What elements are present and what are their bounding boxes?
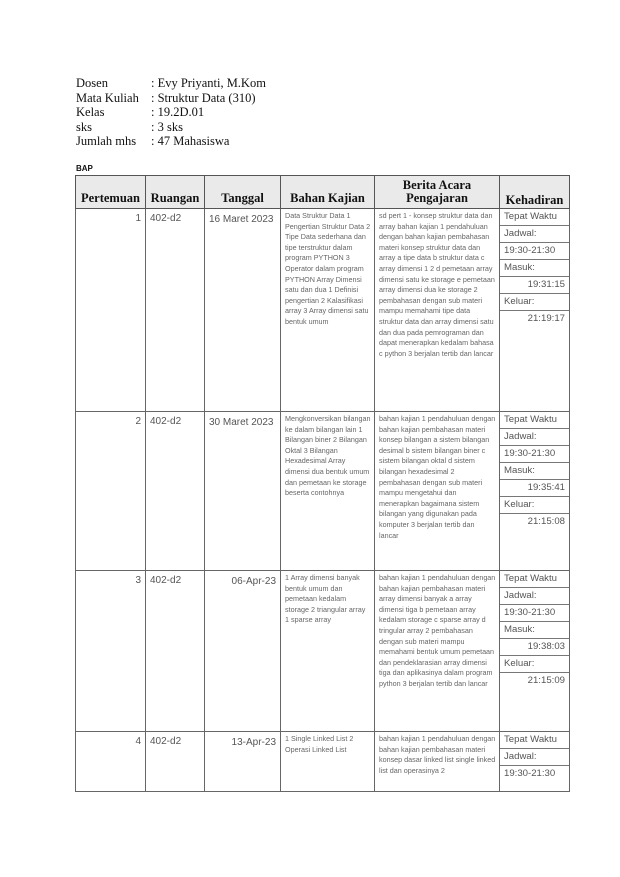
tanggal-cell: 06-Apr-23: [205, 571, 281, 732]
table-row: [76, 732, 570, 792]
ruangan-cell: 402-d2: [146, 571, 205, 732]
matkul-row: [76, 91, 266, 106]
bahan-cell: Mengkonversikan bilangan ke dalam bilangan lain 1 Bilangan biner 2 Bilangan Oktal 3 Bilangan Hexadesimal Array dimensi dua bentuk umum dan pemetaan ke storage beserta contohnya: [281, 412, 375, 571]
kehadiran-cell: [500, 732, 570, 792]
jadwal-label: Jadwal:: [500, 429, 569, 446]
keluar-label: Keluar:: [500, 656, 569, 673]
table-row: [76, 571, 570, 732]
sks-value: : 3 sks: [151, 119, 183, 134]
jumlah-value: : 47 Mahasiswa: [151, 134, 230, 148]
document-header: [76, 76, 266, 149]
keluar-value: 21:15:08: [527, 516, 565, 527]
table-row: [76, 209, 570, 412]
pertemuan-cell: 3: [76, 571, 146, 732]
kehadiran-cell: [500, 412, 570, 571]
status-text: Tepat Waktu: [500, 209, 569, 226]
section-label: BAP: [76, 164, 93, 173]
masuk-label: Masuk:: [500, 463, 569, 480]
masuk-label: Masuk:: [500, 622, 569, 639]
kehadiran-cell: [500, 571, 570, 732]
masuk-value: 19:38:03: [500, 639, 569, 656]
ruangan-cell: 402-d2: [146, 732, 205, 792]
ruangan-cell: 402-d2: [146, 209, 205, 412]
pertemuan-cell: 1: [76, 209, 146, 412]
status-text: Tepat Waktu: [500, 571, 569, 588]
jumlah-label: Jumlah mhs: [76, 134, 137, 148]
jumlah-row: [76, 134, 266, 149]
keluar-label: Keluar:: [500, 497, 569, 514]
bap-table: [75, 175, 570, 792]
matkul-value: : Struktur Data (310): [151, 90, 256, 105]
table-header-row: [76, 176, 570, 209]
sks-row: [76, 120, 266, 135]
ruangan-cell: 402-d2: [146, 412, 205, 571]
tanggal-cell: 30 Maret 2023: [205, 412, 281, 571]
berita-cell: bahan kajian 1 pendahuluan dengan bahan kajian pembahasan materi konsep dasar linked list single linked list dan operasinya 2: [375, 732, 500, 792]
header-kehadiran: Kehadiran: [500, 176, 570, 209]
header-berita: Berita Acara Pengajaran: [375, 176, 500, 209]
kelas-row: [76, 105, 266, 120]
jadwal-label: Jadwal:: [500, 588, 569, 605]
keluar-value: 21:15:09: [527, 675, 565, 686]
jadwal-value: 19:30-21:30: [504, 768, 556, 779]
bahan-cell: 1 Array dimensi banyak bentuk umum dan pemetaan kedalam storage 2 triangular array 1 sparse array: [281, 571, 375, 732]
sks-label: sks: [76, 119, 92, 134]
header-ruangan: Ruangan: [146, 176, 205, 209]
pertemuan-cell: 2: [76, 412, 146, 571]
berita-cell: bahan kajian 1 pendahuluan dengan bahan kajian pembahasan materi array dimensi banyak a array dimensi tiga b pemetaan array kedalam storage c sparse array d tringular array 2 pembahasan dengan sub materi mampu memahami bentuk umum pemetaan dan pendeklarasian array dimensi tiga dan aplikasinya dalam program python 3 berjalan tertib dan lancar: [375, 571, 500, 732]
masuk-value: 19:31:15: [500, 277, 569, 294]
berita-cell: sd pert 1 - konsep struktur data dan array bahan kajian 1 pendahuluan dengan bahan kajian pembahasan materi konsep struktur data dan array a tipe data b struktur data c array dimensi 1 2 d pemetaan array dimensi satu ke storage e pemetaan array dimensi dua ke storage 2 pembahasan dengan sub materi mampu memahami tipe data struktur data dan array dimensi satu dan dua pada pemrograman dan dapat menerapkan kedalam bahasa c python 3 berjalan tertib dan lancar: [375, 209, 500, 412]
tanggal-cell: 13-Apr-23: [205, 732, 281, 792]
jadwal-label: Jadwal:: [500, 226, 569, 243]
matkul-label: Mata Kuliah: [76, 90, 139, 105]
kehadiran-cell: [500, 209, 570, 412]
status-text: Tepat Waktu: [500, 732, 569, 749]
jadwal-value: 19:30-21:30: [500, 605, 569, 622]
jadwal-value: 19:30-21:30: [500, 446, 569, 463]
berita-cell: bahan kajian 1 pendahuluan dengan bahan kajian pembahasan materi konsep bilangan a sistem bilangan desimal b sistem bilangan biner c sistem bilangan oktal d sistem bilangan hexadesimal 2 pembahasan dengan sub materi mampu mengetahui dan menerapkan bagaimana sistem bilangan yang digunakan pada komputer 3 berjalan tertib dan lancar: [375, 412, 500, 571]
header-tanggal: Tanggal: [205, 176, 281, 209]
pertemuan-cell: 4: [76, 732, 146, 792]
dosen-value: : Evy Priyanti, M.Kom: [151, 76, 266, 90]
masuk-label: Masuk:: [500, 260, 569, 277]
tanggal-cell: 16 Maret 2023: [205, 209, 281, 412]
keluar-value: 21:19:17: [527, 313, 565, 324]
dosen-label: Dosen: [76, 76, 108, 90]
masuk-value: 19:35:41: [500, 480, 569, 497]
kelas-value: : 19.2D.01: [151, 105, 205, 119]
table-row: [76, 412, 570, 571]
status-text: Tepat Waktu: [500, 412, 569, 429]
kelas-label: Kelas: [76, 105, 105, 119]
bahan-cell: Data Struktur Data 1 Pengertian Struktur Data 2 Tipe Data sederhana dan tipe terstruktur dalam program PYTHON 3 Operator dalam program PYTHON Array Dimensi satu dan dua 1 Definisi pengertian 2 Kalasifikasi array 3 Array dimensi satu bentuk umum: [281, 209, 375, 412]
keluar-label: Keluar:: [500, 294, 569, 311]
jadwal-value: 19:30-21:30: [500, 243, 569, 260]
dosen-row: [76, 76, 266, 91]
header-pertemuan: Pertemuan: [76, 176, 146, 209]
bahan-cell: 1 Single Linked List 2 Operasi Linked List: [281, 732, 375, 792]
header-bahan: Bahan Kajian: [281, 176, 375, 209]
jadwal-label: Jadwal:: [500, 749, 569, 766]
